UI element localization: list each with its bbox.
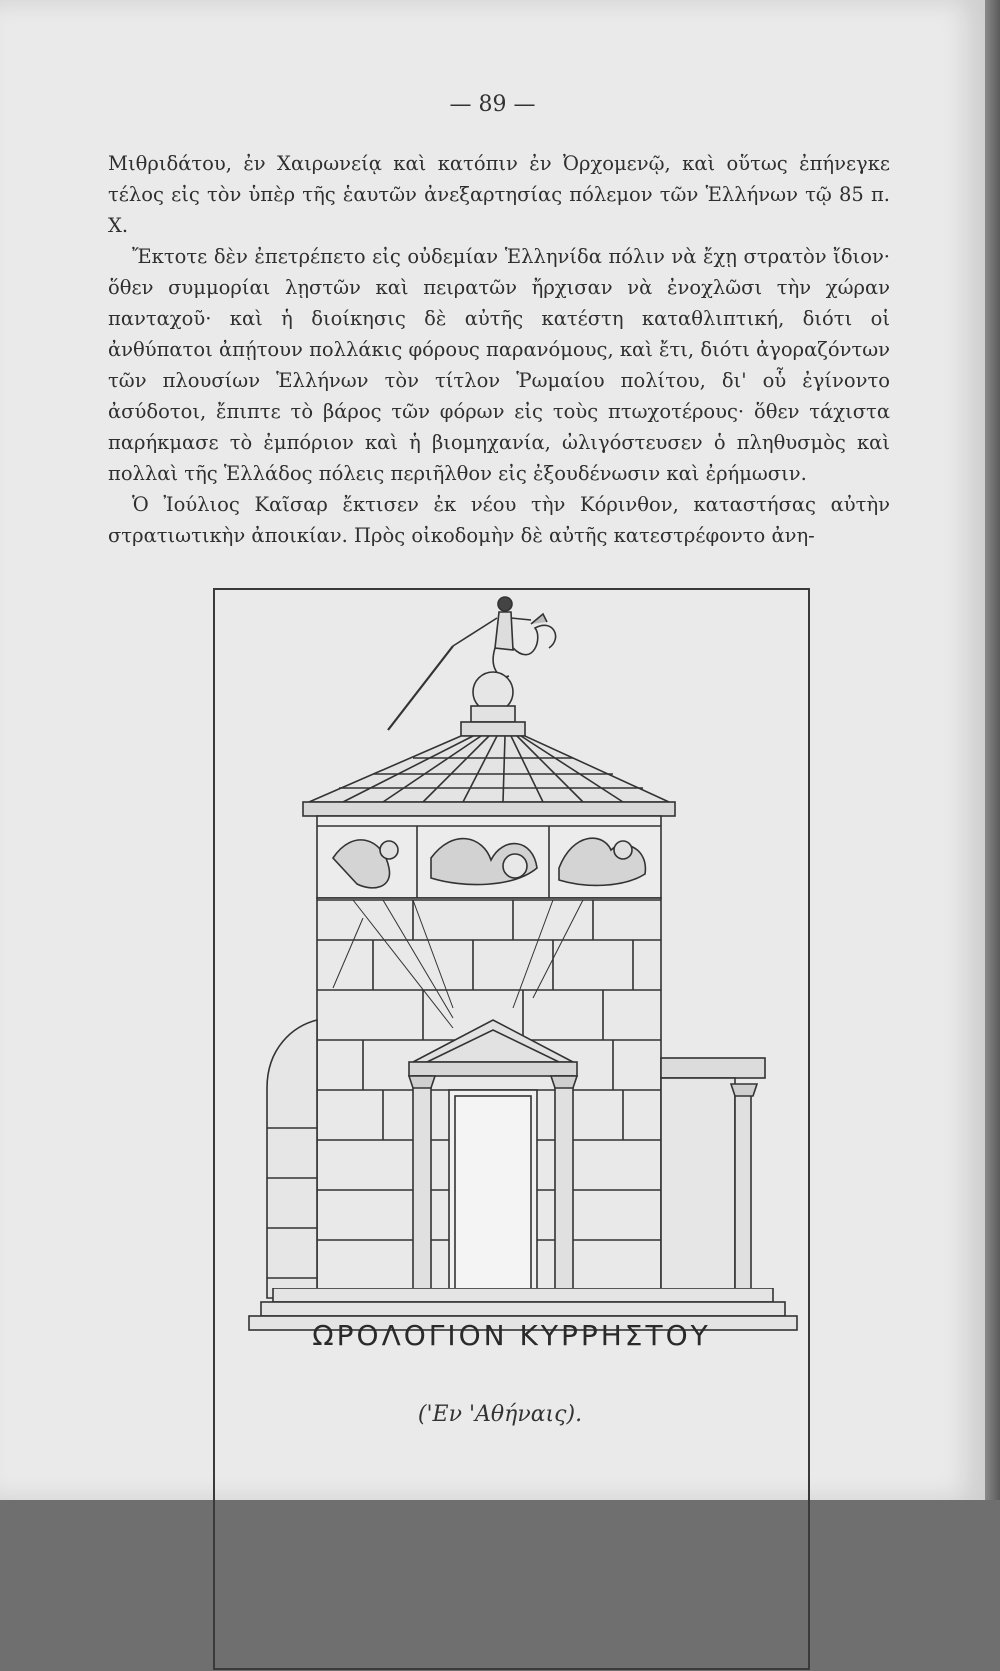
page-edge [985, 0, 1000, 1500]
right-porch [661, 1058, 765, 1298]
location-caption: ('Εν 'Αθήναις). [417, 1402, 583, 1427]
tower-drawing [213, 588, 810, 1308]
paragraph-1: Μιθριδάτου, ἐν Χαιρωνείᾳ καὶ κατόπιν ἐν Ὀρχομενῷ, καὶ οὕτως ἐπήνεγκε τέλος εἰς τὸν ὑπὲρ τῆς ἑαυτῶν ἀνεξαρτησίας πόλεμον τῶν Ἑλλήνων τῷ 85 π. Χ. [108, 152, 890, 237]
paragraph-2: Ἔκτοτε δὲν ἐπετρέπετο εἰς οὐδεμίαν Ἑλληνίδα πόλιν νὰ ἔχῃ στρατὸν ἴδιον· ὅθεν συμμορίαι λῃστῶν καὶ πειρατῶν ἤρχισαν νὰ ἐνοχλῶσι τὴν χώραν πανταχοῦ· καὶ ἡ διοίκησις δὲ αὐτῆς κατέστη καταθλιπτική, διότι οἱ ἀνθύπατοι ἀπῄτουν πολλάκις φόρους παρανόμους, καὶ ἔτι, διότι ἀγοραζόντων τῶν πλουσίων Ἑλλήνων τὸν τίτλον Ῥωμαίου πολίτου, δι' οὗ ἐγίνοντο ἀσύδοτοι, ἔπιπτε τὸ βάρος τῶν φόρων εἰς τοὺς πτωχοτέρους· ὅθεν τάχιστα παρήκμασε τὸ ἐμπόριον καὶ ἡ βιομηχανία, ὠλιγόστευσεν ὁ πληθυσμὸς καὶ πολλαὶ τῆς Ἑλλάδος πόλεις περιῆλθον εἰς ἐξουδένωσιν καὶ ἐρήμωσιν. [108, 245, 890, 485]
body-text [108, 148, 890, 551]
wind-reliefs-frieze [317, 816, 661, 898]
conical-roof [303, 736, 675, 816]
left-annex [267, 1020, 317, 1298]
tower-of-winds-illustration [213, 588, 810, 1671]
paragraph-3: Ὁ Ἰούλιος Καῖσαρ ἔκτισεν ἐκ νέου τὴν Κόρινθον, καταστήσας αὐτὴν στρατιωτικὴν ἀποικίαν. Πρὸς οἰκοδομὴν δὲ αὐτῆς κατεστρέφοντο ἀνη- [108, 493, 890, 547]
page-number: — 89 — [449, 92, 536, 117]
figure-title: ΩΡΟΛΟΓΙΟΝ ΚΥΡΡΗΣΤΟΥ [312, 1319, 711, 1352]
